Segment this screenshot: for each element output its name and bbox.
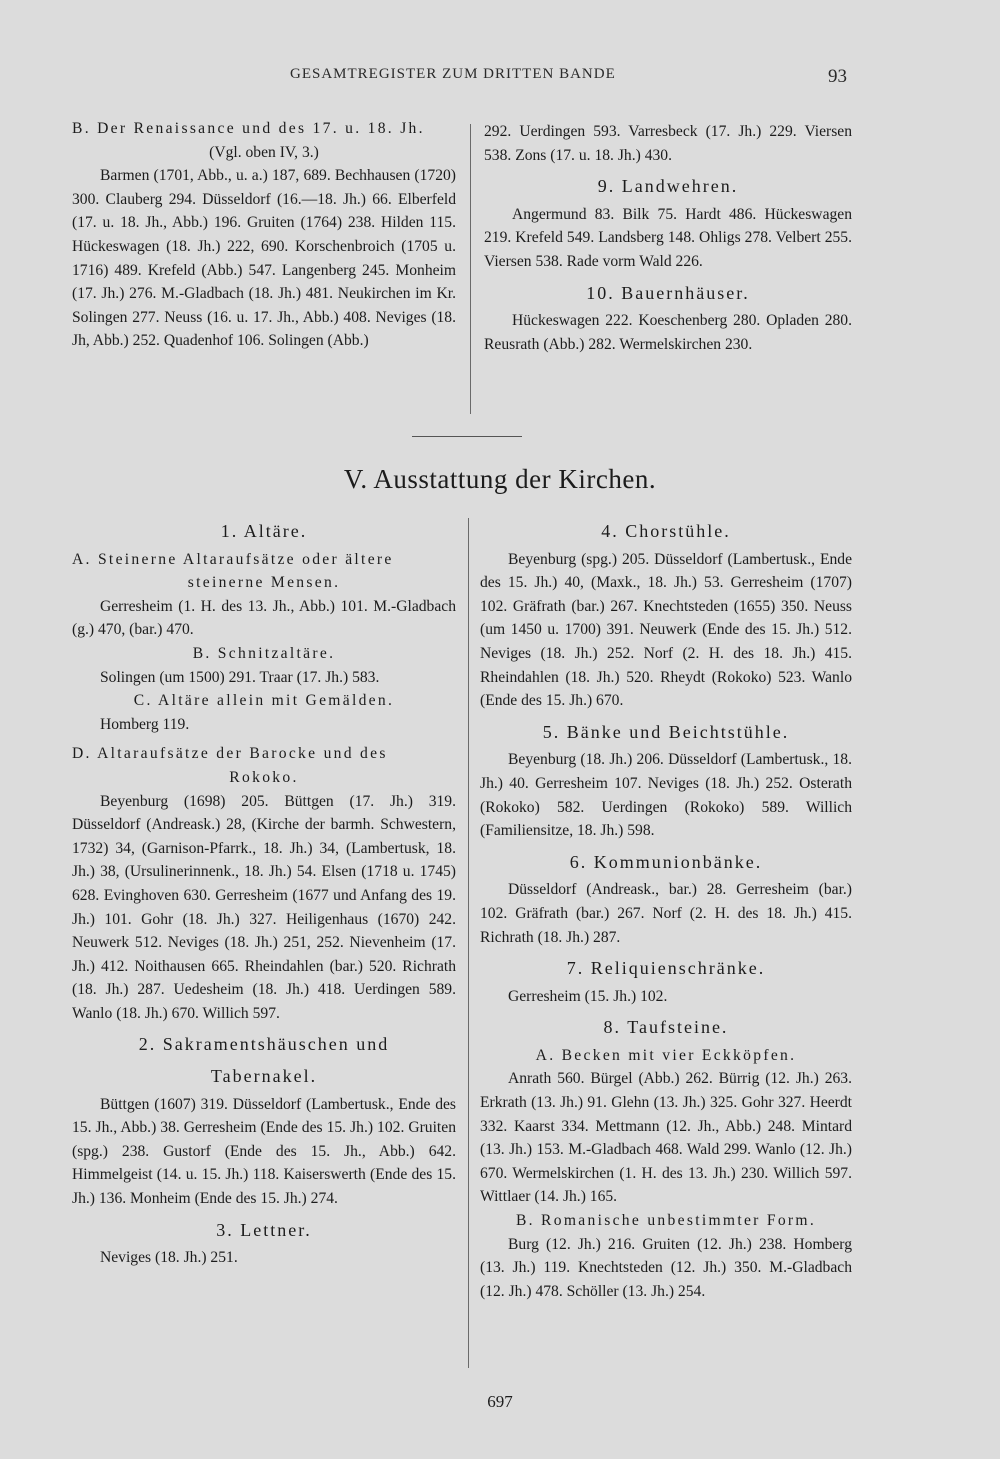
index-entries-continued: 292. Uerdingen 593. Varresbeck (17. Jh.) 229. Viersen 538. Zons (17. u. 18. Jh.) 430. <box>484 123 852 164</box>
subsection-heading-d-cont: Rokoko. <box>229 768 299 786</box>
section-heading-9: 9. Landwehren. <box>597 176 739 197</box>
section-heading-10: 10. Bauernhäuser. <box>586 282 750 303</box>
chapter-title: V. Ausstattung der Kirchen. <box>343 464 657 494</box>
index-entries: Büttgen (1607) 319. Düsseldorf (Lambertusk., Ende des 15. Jh., Abb.) 38. Gerresheim (Ende des 15. Jh.) 102. Gruiten (spg.) 238. Gustorf (Ende des 15. Jh., Abb.) 642. Himmelgeist (14. u. 15. Jh.) 118. Kaiserswerth (Ende des 15. Jh.) 136. Monheim (Ende des 15. Jh.) 274. <box>72 1095 456 1208</box>
index-entries: Düsseldorf (Andreask., bar.) 28. Gerresheim (bar.) 102. Gräfrath (bar.) 267. Norf (2. H. des 18. Jh.) 415. Richrath (18. Jh.) 287. <box>480 881 852 946</box>
subsection-heading: B. Der Renaissance und des 17. u. 18. Jh. <box>72 120 425 137</box>
page-number: 93 <box>828 66 847 87</box>
subsection-heading-c: C. Altäre allein mit Gemälden. <box>133 692 395 710</box>
subsection-heading-a: A. Steinerne Altaraufsätze oder ältere <box>72 550 394 568</box>
divider-rule <box>412 436 522 437</box>
section-heading-7: 7. Reliquienschränke. <box>566 958 766 979</box>
index-entries: Barmen (1701, Abb., u. a.) 187, 689. Bechhausen (1720) 300. Clauberg 294. Düsseldorf (16.—18. Jh.) 66. Elberfeld (17. u. 18. Jh., Abb.) 196. Gruiten (1764) 238. Hilden 115. Hückeswagen (18. Jh.) 222, 690. Korschenbroich (1705 u. 1716) 489. Krefeld (Abb.) 547. Langenberg 245. Monheim (17. Jh.) 276. M.-Gladbach (18. Jh.) 481. Neukirchen im Kr. Solingen 277. Neuss (16. u. 17. Jh., Abb.) 408. Neviges (18. Jh, Abb.) 252. Quadenhof 106. Solingen (Abb.) <box>72 167 456 350</box>
subsection-heading-a: A. Becken mit vier Eckköpfen. <box>535 1046 797 1064</box>
column-rule <box>468 518 469 1368</box>
section-heading-5: 5. Bänke und Beichtstühle. <box>542 721 790 742</box>
index-entries: Homberg 119. <box>100 715 190 733</box>
top-left-column <box>72 117 456 353</box>
section-heading-2-cont: Tabernakel. <box>210 1066 318 1087</box>
section-heading-2: 2. Sakramentshäuschen und <box>138 1034 390 1055</box>
subsection-note: (Vgl. oben IV, 3.) <box>209 143 319 161</box>
bottom-left-column <box>72 512 456 1270</box>
top-right-column <box>484 120 852 356</box>
section-heading-8: 8. Taufsteine. <box>603 1017 729 1038</box>
index-entries: Beyenburg (1698) 205. Büttgen (17. Jh.) 319. Düsseldorf (Andreask.) 28, (Kirche der barmh. Schwestern, 1732) 34, (Garnison-Pfarrk., 18. Jh.) 34, (Lambertusk, 18. Jh.) 38, (Ursulinerinnenk., 18. Jh.) 54. Elsen (1718 u. 1745) 628. Evinghoven 630. Gerresheim (1677 und Anfang des 19. Jh.) 101. Gohr (18. Jh.) 327. Heiligenhaus (1670) 242. Neuwerk 512. Neviges (18. Jh.) 251, 252. Nievenheim (17. Jh.) 412. Noithausen 665. Rheindahlen (bar.) 520. Richrath (18. Jh.) 287. Uedesheim (18. Jh.) 418. Uerdingen 589. Wanlo (18. Jh.) 670. Willich 597. <box>72 792 456 1022</box>
index-entries: Gerresheim (1. H. des 13. Jh., Abb.) 101. M.-Gladbach (g.) 470, (bar.) 470. <box>72 597 456 639</box>
bottom-right-column <box>480 512 852 1303</box>
index-entries: Gerresheim (15. Jh.) 102. <box>508 987 668 1005</box>
index-entries: Anrath 560. Bürgel (Abb.) 262. Bürrig (12. Jh.) 263. Erkrath (13. Jh.) 91. Glehn (13. Jh.) 325. Gohr 327. Heerdt 332. Kaarst 334. Mettmann (12. Jh., Abb.) 248. Mintard (13. Jh.) 153. M.-Gladbach 468. Wald 299. Wanlo (12. Jh.) 670. Wermelskirchen (1. H. des 13. Jh.) 230. Willich 597. Wittlaer (14. Jh.) 165. <box>480 1070 852 1206</box>
subsection-heading-b: B. Romanische unbestimmter Form. <box>515 1212 817 1230</box>
index-entries: Hückeswagen 222. Koeschenberg 280. Opladen 280. Reusrath (Abb.) 282. Wermelskirchen 230. <box>484 312 852 353</box>
subsection-heading-a-cont: steinerne Mensen. <box>187 574 341 592</box>
index-entries: Angermund 83. Bilk 75. Hardt 486. Hückeswagen 219. Krefeld 549. Landsberg 148. Ohligs 278. Velbert 255. Viersen 538. Rade vorm Wald 226. <box>484 205 852 270</box>
index-entries: Beyenburg (18. Jh.) 206. Düsseldorf (Lambertusk., 18. Jh.) 40. Gerresheim 107. Neviges (18. Jh.) 252. Osterath (Rokoko) 582. Uerdingen (Rokoko) 589. Willich (Familiensitze, 18. Jh.) 598. <box>480 751 852 840</box>
folio-number: 697 <box>487 1392 513 1411</box>
index-entries: Neviges (18. Jh.) 251. <box>100 1249 238 1267</box>
index-entries: Beyenburg (spg.) 205. Düsseldorf (Lambertusk., Ende des 15. Jh.) 40, (Maxk., 18. Jh.) 53. Gerresheim (1707) 102. Gräfrath (bar.) 267. Knechtsteden (1655) 350. Neuss (um 1450 u. 1700) 391. Neuwerk (Ende des 15. Jh.) 512. Neviges (18. Jh.) 252. Norf (2. H. des 18. Jh.) 415. Rheindahlen (18. Jh.) 520. Rheydt (Rokoko) 523. Wanlo (Ende des 15. Jh.) 670. <box>480 550 852 710</box>
section-heading-6: 6. Kommunionbänke. <box>569 851 763 872</box>
section-heading-1: 1. Altäre. <box>220 521 308 541</box>
running-head: GESAMTREGISTER ZUM DRITTEN BANDE <box>290 66 616 82</box>
column-rule <box>470 124 471 414</box>
subsection-heading-b: B. Schnitzaltäre. <box>192 644 336 662</box>
subsection-heading-d: D. Altaraufsätze der Barocke und des <box>72 745 388 763</box>
index-entries: Burg (12. Jh.) 216. Gruiten (12. Jh.) 238. Homberg (13. Jh.) 119. Knechtsteden (12. Jh.) 350. M.-Gladbach (12. Jh.) 478. Schöller (13. Jh.) 254. <box>480 1235 852 1300</box>
index-entries: Solingen (um 1500) 291. Traar (17. Jh.) 583. <box>100 668 380 686</box>
section-heading-4: 4. Chorstühle. <box>601 521 731 541</box>
section-heading-3: 3. Lettner. <box>216 1219 312 1240</box>
